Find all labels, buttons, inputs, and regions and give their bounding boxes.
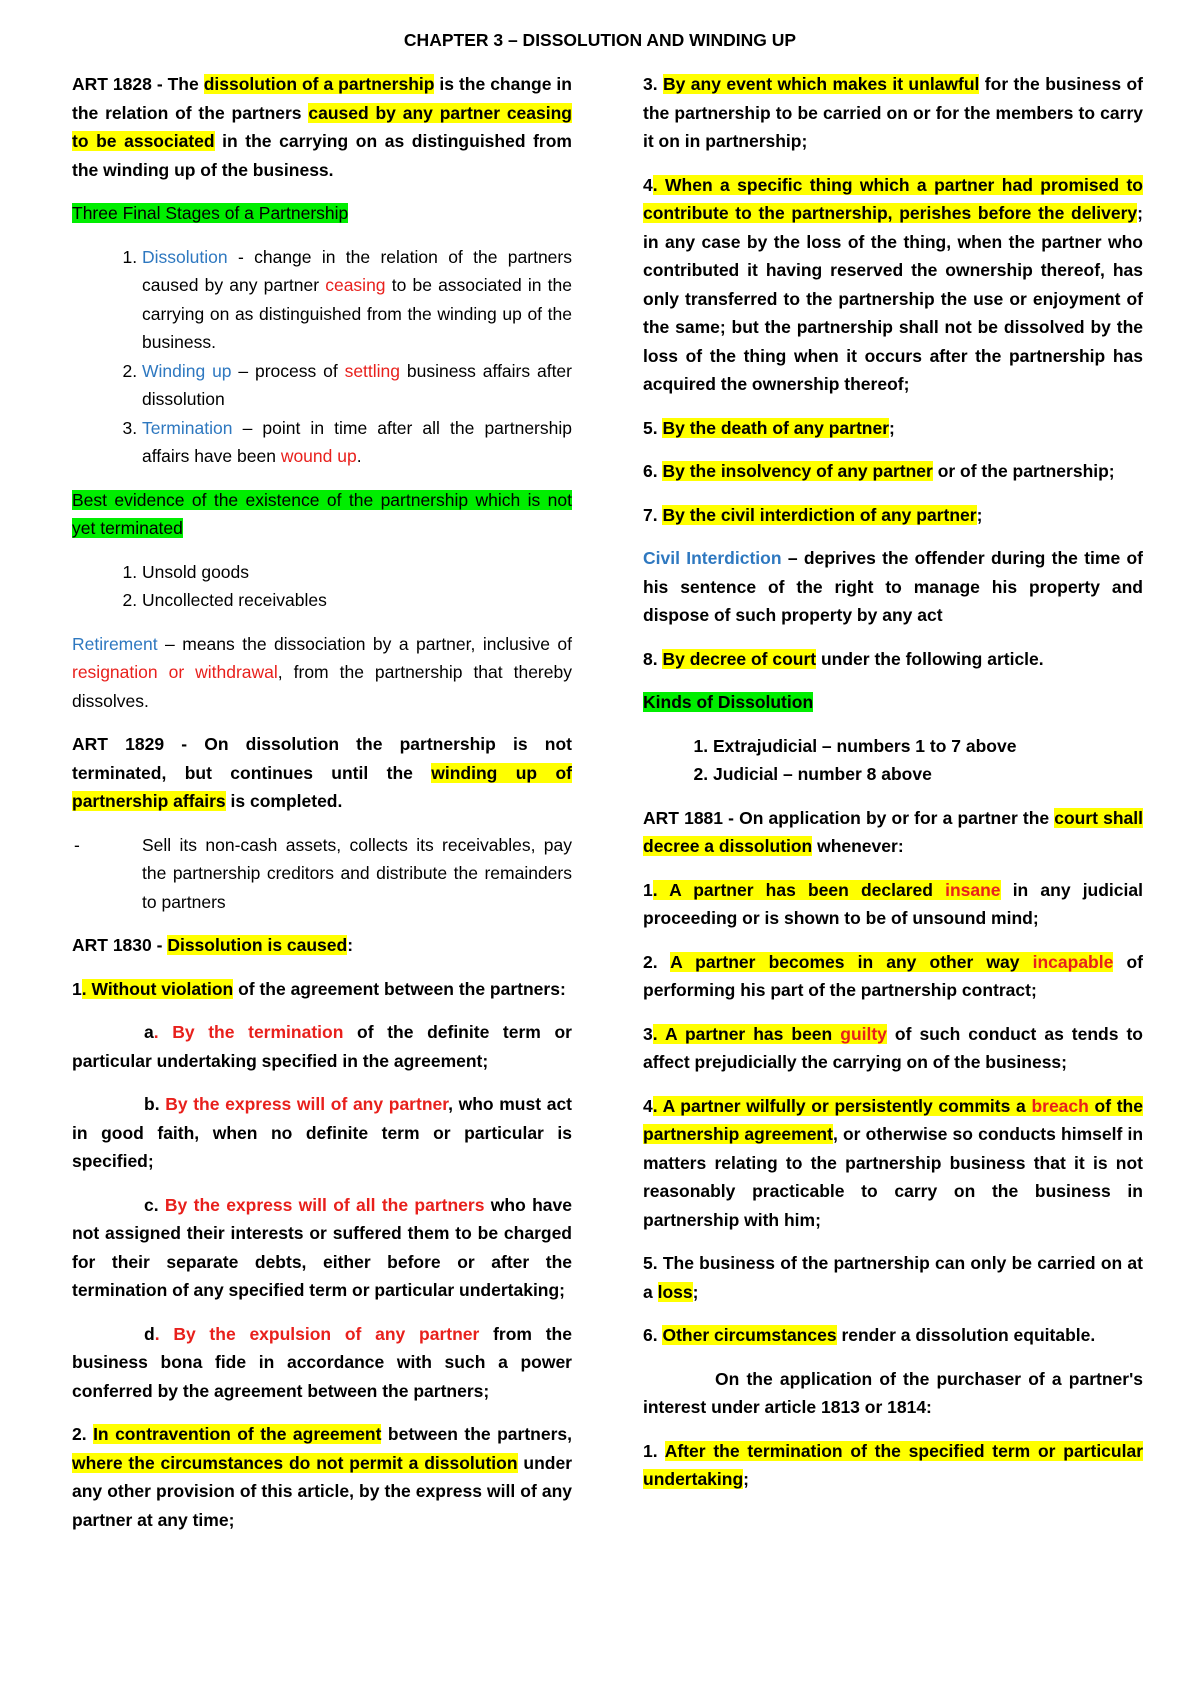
judicial-1: 1. A partner has been declared insane in any judicial proceeding or is shown to be of unsound mind; (643, 879, 1143, 928)
list-item: 1. Unsold goods (142, 558, 572, 587)
judicial-6: 6. Other circumstances render a dissolution equitable. (643, 1325, 1096, 1345)
art-1829: ART 1829 - On dissolution the partnership is not terminated, but continues until the winding up of partnership affairs is completed. (72, 734, 572, 811)
list-item: 2. Uncollected receivables (142, 586, 572, 615)
judicial-4: 4. A partner wilfully or persistently commits a breach of the partnership agreement, or otherwise so conducts himself in matters relating to the partnership business that it is not reasonably practicable to carry on the business in partnership with him; (643, 1095, 1144, 1230)
evidence-list (72, 558, 572, 615)
list-item: 2. Winding up – process of settling business affairs after dissolution (142, 357, 572, 414)
purchaser-application: On the application of the purchaser of a partner's interest under article 1813 or 1814: (643, 1368, 1143, 1417)
cause-1b: b. By the express will of any partner, who must act in good faith, when no definite term or particular is specified; (72, 1094, 572, 1171)
kinds-list (643, 732, 1143, 789)
right-column (643, 70, 1143, 1509)
page-title: CHAPTER 3 – DISSOLUTION AND WINDING UP (403, 30, 797, 50)
cause-5: 5. By the death of any partner; (643, 417, 895, 438)
stages-heading: Three Final Stages of a Partnership (72, 203, 349, 223)
list-item: 1. Extrajudicial – numbers 1 to 7 above (713, 732, 1143, 761)
cause-3: 3. By any event which makes it unlawful for the business of the partnership to be carried on or for the members to carry it on in partnership; (643, 74, 1143, 151)
list-item: 3. Termination – point in time after all the partnership affairs have been wound up. (142, 414, 572, 471)
judicial-2: 2. A partner becomes in any other way incapable of performing his part of the partnership contract; (643, 951, 1143, 1000)
cause-2: 2. In contravention of the agreement between the partners, where the circumstances do not permit a dissolution under any other provision of this article, by the express will of any partner at any time; (72, 1424, 572, 1530)
civil-interdiction-definition: Civil Interdiction – deprives the offender during the time of his sentence of the right to manage his property and dispose of such property by any act (643, 548, 1143, 625)
retirement-definition: Retirement – means the dissociation by a partner, inclusive of resignation or withdrawal, from the partnership that thereby dissolves. (72, 633, 572, 711)
cause-1d: d. By the expulsion of any partner from the business bona fide in accordance with such a power conferred by the agreement between the partners; (72, 1323, 572, 1401)
cause-1c: c. By the express will of all the partners who have not assigned their interests or suffered them to be charged for their separate debts, either before or after the termination of any specified term or particular undertaking; (72, 1194, 572, 1300)
purchaser-1: 1. After the termination of the specified term or particular undertaking; (643, 1440, 1144, 1489)
cause-4: 4. When a specific thing which a partner had promised to contribute to the partnership, perishes before the delivery; in any case by the loss of the thing, when the partner who contributed it having reserved the ownership thereof, has only transferred to the partnership the use or enjoyment of the same; but the partnership shall not be dissolved by the loss of the thing when it occurs after the partnership has acquired the ownership thereof; (643, 174, 1143, 394)
art-1829-note-list (72, 831, 572, 917)
evidence-heading: Best evidence of the existence of the partnership which is not yet terminated (72, 489, 572, 538)
art-1881: ART 1881 - On application by or for a partner the court shall decree a dissolution whenever: (643, 807, 1143, 856)
cause-8: 8. By decree of court under the following article. (643, 648, 1044, 669)
list-item: - Sell its non-cash assets, collects its receivables, pay the partnership creditors and distribute the remainders to partners (142, 831, 572, 917)
cause-1: 1. Without violation of the agreement between the partners: (72, 978, 566, 999)
left-column (72, 70, 572, 1549)
cause-1a: a. By the termination of the definite term or particular undertaking specified in the agreement; (72, 1022, 572, 1071)
list-item: 1. Dissolution - change in the relation of the partners caused by any partner ceasing to be associated in the carrying on as distinguished from the winding up of the business. (142, 243, 572, 357)
cause-6: 6. By the insolvency of any partner or of the partnership; (643, 461, 1115, 481)
cause-7: 7. By the civil interdiction of any partner; (643, 504, 983, 525)
judicial-3: 3. A partner has been guilty of such conduct as tends to affect prejudicially the carrying on of the business; (643, 1023, 1143, 1072)
list-item: 2. Judicial – number 8 above (713, 760, 1143, 789)
stages-list (72, 243, 572, 471)
kinds-heading: Kinds of Dissolution (643, 692, 814, 712)
art-1830: ART 1830 - Dissolution is caused: (72, 935, 354, 955)
art-1828: ART 1828 - The dissolution of a partnership is the change in the relation of the partners caused by any partner ceasing to be associated in the carrying on as distinguished from the winding up of the business. (72, 74, 572, 180)
judicial-5: 5. The business of the partnership can only be carried on at a loss; (643, 1253, 1143, 1302)
